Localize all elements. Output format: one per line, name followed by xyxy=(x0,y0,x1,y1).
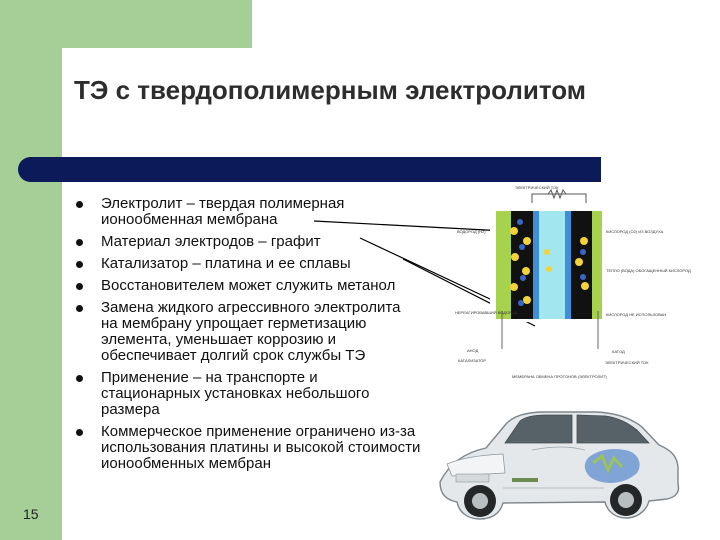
diagram-label-catalyst: КАТАЛИЗАТОР xyxy=(458,358,487,363)
bullet-item: Замена жидкого агрессивного электролита на мембрану упрощает герметизацию элемента, уменьшает коррозию и обеспечивает долгий срок службы ТЭ xyxy=(76,300,421,364)
diagram-top-label: ЭЛЕКТРИЧЕСКИЙ ТОК xyxy=(515,185,559,190)
bullet-item: Электролит – твердая полимерная ионообменная мембрана xyxy=(76,196,421,228)
slide-number: 15 xyxy=(23,506,39,522)
diagram-label-oxygen: КИСЛОРОД (O2) ИЗ ВОЗДУХА xyxy=(606,229,664,234)
diagram-label-current: ЭЛЕКТРИЧЕСКИЙ ТОК xyxy=(605,360,649,365)
diagram-label-cathode: КАТОД xyxy=(612,349,625,354)
diagram-label-unreacted-hydrogen: НЕРЕАГИРОВАВШИЙ ВОДОРОД xyxy=(455,310,518,315)
bullet-item: Материал электродов – графит xyxy=(76,234,421,250)
diagram-label-unused-oxygen: КИСЛОРОД НЕ ИСПОЛЬЗОВАН xyxy=(606,312,667,317)
bullet-item: Восстановителем может служить метанол xyxy=(76,278,421,294)
bullet-item: Катализатор – платина и ее сплавы xyxy=(76,256,421,272)
bullet-item: Применение – на транспорте и стационарных установках небольшого размера xyxy=(76,370,421,418)
diagram-bottom-label: МЕМБРАНА ОБМЕНА ПРОТОНОВ (ЭЛЕКТРОЛИТ) xyxy=(512,374,607,379)
bullet-item: Коммерческое применение ограничено из-за использования платины и высокой стоимости ионообменных мембран xyxy=(76,424,421,472)
diagram-label-anode: АНОД xyxy=(467,348,479,353)
slide-title: ТЭ с твердополимерным электролитом xyxy=(74,75,586,105)
diagram-label-heat-water: ТЕПЛО (ВОДА) ОБОГАЩЕННЫЙ КИСЛОРОД xyxy=(606,268,691,273)
diagram-label-hydrogen: ВОДОРОД (H2) xyxy=(457,229,486,234)
